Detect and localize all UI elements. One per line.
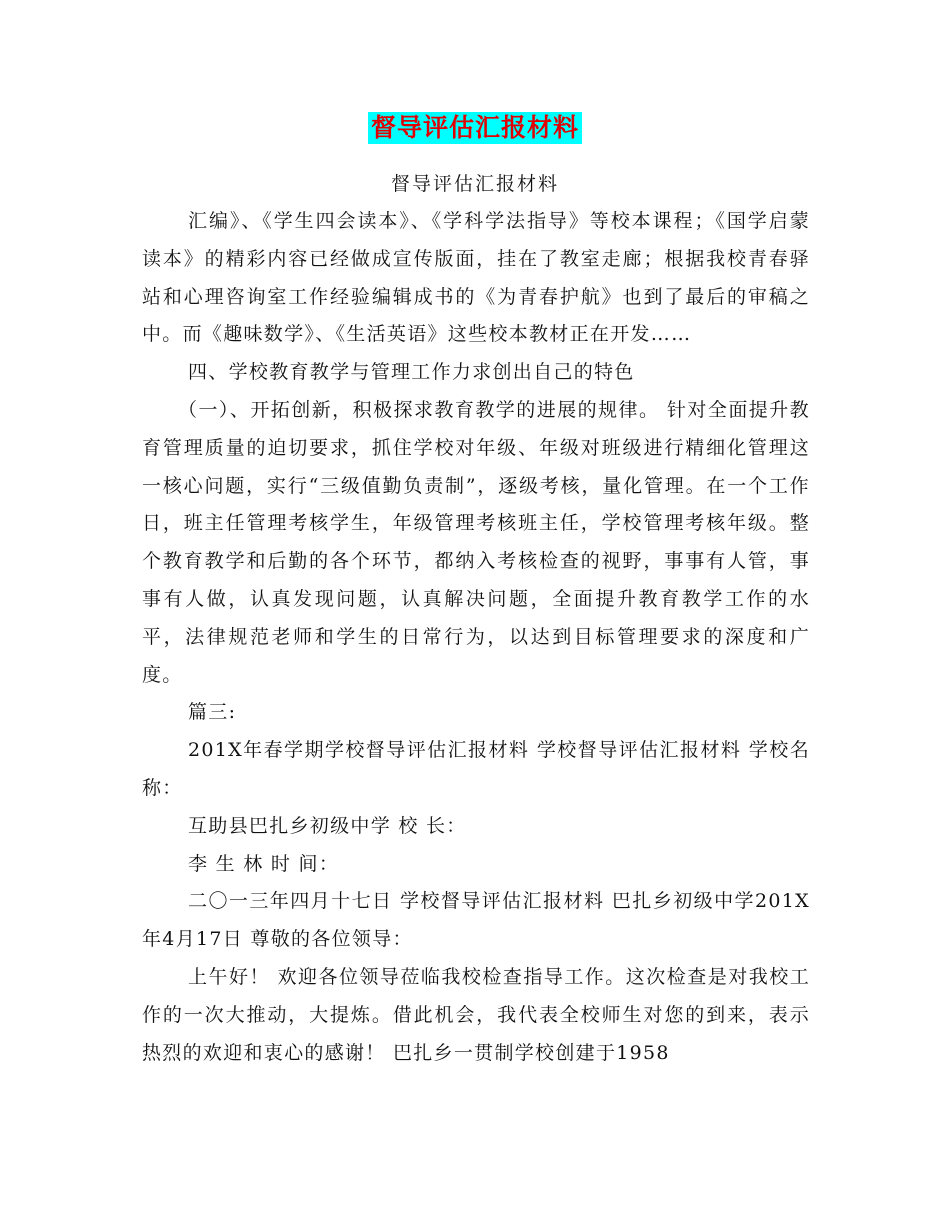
document-subtitle: 督导评估汇报材料 (390, 173, 559, 195)
paragraph-innovation: （一）、开拓创新，积极探求教育教学的进展的规律。 针对全面提升教育管理质量的迫切要求，抓住学校对年级、年级对班级进行精细化管理这一核心问题，实行“三级值勤负责制”，逐级考核，量化管理。在一个工作日，班主任管理考核学生，年级管理考核班主任，学校管理考核年级。整个教育教学和后勤的各个环节，都纳入考核检查的视野，事事有人管，事事有人做，认真发现问题，认真解决问题，全面提升教育教学工作的水平，法律规范老师和学生的日常行为，以达到目标管理要求的深度和广度。 (142, 398, 810, 686)
paragraph-principal: 李 生 林 时 间： (188, 852, 340, 875)
section-heading-four: 四、学校教育教学与管理工作力求创出自己的特色 (188, 361, 635, 384)
document-title: 督导评估汇报材料 (368, 112, 582, 144)
paragraph-date: 二〇一三年四月十七日 学校督导评估汇报材料 巴扎乡初级中学201X年4月17日 尊敬的各位领导： (142, 890, 810, 951)
paragraph-school-name: 互助县巴扎乡初级中学 校 长： (188, 814, 467, 837)
title-container (0, 112, 950, 144)
paragraph-report-title: 201X年春学期学校督导评估汇报材料 学校督导评估汇报材料 学校名称： (142, 739, 810, 799)
document-body (142, 203, 810, 1072)
paragraph-greeting: 上午好！ 欢迎各位领导莅临我校检查指导工作。这次检查是对我校工作的一次大推动，大提炼。借此机会，我代表全校师生对您的到来，表示热烈的欢迎和衷心的感谢！ 巴扎乡一贯制学校创建于1958 (142, 965, 810, 1064)
section-heading-part-three: 篇三: (188, 701, 237, 724)
paragraph-textbooks: 汇编》、《学生四会读本》、《学科学法指导》等校本课程；《国学启蒙读本》的精彩内容已经做成宣传版面，挂在了教室走廊；根据我校青春驿站和心理咨询室工作经验编辑成书的《为青春护航》也到了最后的审稿之中。而《趣味数学》、《生活英语》这些校本教材正在开发…… (142, 210, 810, 346)
